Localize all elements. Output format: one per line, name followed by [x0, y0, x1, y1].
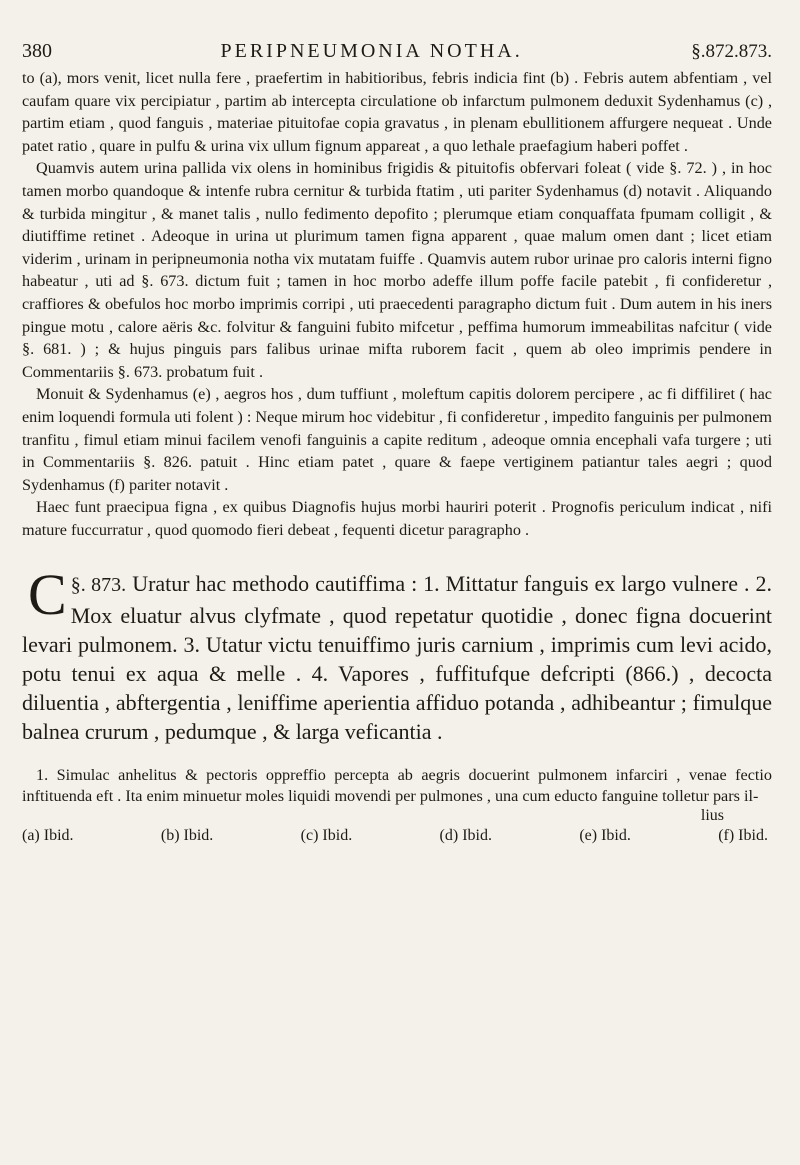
- footnote: (d) Ibid.: [439, 826, 492, 844]
- aphorism-873: [22, 562, 773, 746]
- footnotes: [22, 827, 772, 845]
- running-title: PERIPNEUMONIA NOTHA.: [220, 40, 523, 62]
- footnote: (b) Ibid.: [160, 826, 214, 844]
- paragraph: 1. Simulac anhelitus & pectoris oppreffio percepta ab aegris docuerint pulmonem infarciri , venae fectio inftituenda eft . Ita enim minuetur moles liquidi movendi per pulmones , una cum educto fanguine tolletur pars il-: [22, 765, 772, 805]
- running-header: [22, 40, 772, 63]
- paragraph: to (a), mors venit, licet nulla fere , praefertim in habitioribus, febris indicia fint (b) . Febris autem abfentiam , vel caufam quare vix percipiatur , partim ab intercepta circulatione ob infarctum pulmonem deduxit Sydenhamus (c) , partim etiam , quod fanguis , materiae pituitofae copia gravatus , in plenam ebullitionem affurgere nequeat . Unde patet ratio , quare in pulfu & urina vix ullum fignum appareat , a quo lethale praefagium haberi poffet .: [22, 69, 772, 155]
- drop-cap: C: [28, 562, 67, 628]
- page-number: 380: [22, 40, 52, 62]
- footnote: (c) Ibid.: [300, 826, 353, 844]
- paragraph: Monuit & Sydenhamus (e) , aegros hos , dum tuffiunt , moleftum capitis dolorem percipere , ac fi diffiliret ( hac enim loquendi formula uti folent ) : Neque mirum hoc videbitur , fi confideretur , impedito fanguinis per pulmonem tranfitu , fimul etiam minui facilem venofi fanguinis a capite reditum , adeoque omnia encephali vafa turgere ; uti in Commentariis §. 826. patuit . Hinc etiam patet , quare & faepe vertiginem patiantur tales aegri ; quod Sydenhamus (f) pariter notavit .: [22, 385, 772, 494]
- section-range: §.872.873.: [691, 41, 772, 62]
- catchword: lius: [700, 806, 724, 824]
- aphorism-text: Uratur hac methodo cautiffima : 1. Mittatur fanguis ex largo vulnere . 2. Mox eluatur alvus clyfmate , quod repetatur quotidie , donec figna docuerint levari pulmonem. 3. Utatur victu tenuiffimo juris carnium , imprimis cum levi acido, potu tenui ex aqua & melle . 4. Vapores , fuffitufque defcripti (866.) , decocta diluentia , abftergentia , leniffime aperientia affiduo potanda , adhibeantur ; fimulque balnea crurum , pedumque , & larga veficantia .: [22, 571, 773, 745]
- footnote: (a) Ibid.: [22, 826, 74, 844]
- commentary-on-872: [22, 67, 772, 541]
- paragraph: Haec funt praecipua figna , ex quibus Diagnofis hujus morbi hauriri poterit . Prognofis periculum indicat , nifi mature fuccurratur , quod quomodo fieri debeat , fequenti dicetur paragrapho .: [22, 498, 772, 539]
- section-number: §. 873.: [70, 574, 127, 597]
- footnote: (e) Ibid.: [579, 826, 631, 844]
- footnote: (f) Ibid.: [718, 826, 768, 844]
- commentary-on-873: [22, 765, 772, 807]
- paragraph: Quamvis autem urina pallida vix olens in hominibus frigidis & pituitofis obfervari foleat ( vide §. 72. ) , in hoc tamen morbo quandoque & intenfe rubra cernitur & turbida ftatim , uti pariter Sydenhamus (d) notavit . Aliquando & turbida mingitur , & manet talis , nullo fedimento depofito ; plerumque etiam conquaffata fpumam colligit , & diutiffime retinet . Adeoque in urina ut plurimum tamen figna apparent , quae malum omen dant ; licet etiam viderim , urinam in peripneumonia notha vix mutatam fuiffe . Quamvis autem rubor urinae pro caloris interni figno habeatur , uti ad §. 673. dictum fuit ; tamen in hoc morbo adeffe illum poffe facile patebit , fi confideretur , craffiores & obefulos hoc morbo imprimis corripi , uti praecedenti paragrapho dictum fuit . Dum autem in his iners pingue motu , calore aëris &c. folvitur & fanguini fubito mifcetur , peffima humorum immeabilitas nafcitur ( vide §. 681. ) ; & hujus pinguis pars falibus urinae mifta ruborem facit , quem ab oleo imprimis pendere in Commentariis §. 673. probatum fuit .: [22, 159, 772, 381]
